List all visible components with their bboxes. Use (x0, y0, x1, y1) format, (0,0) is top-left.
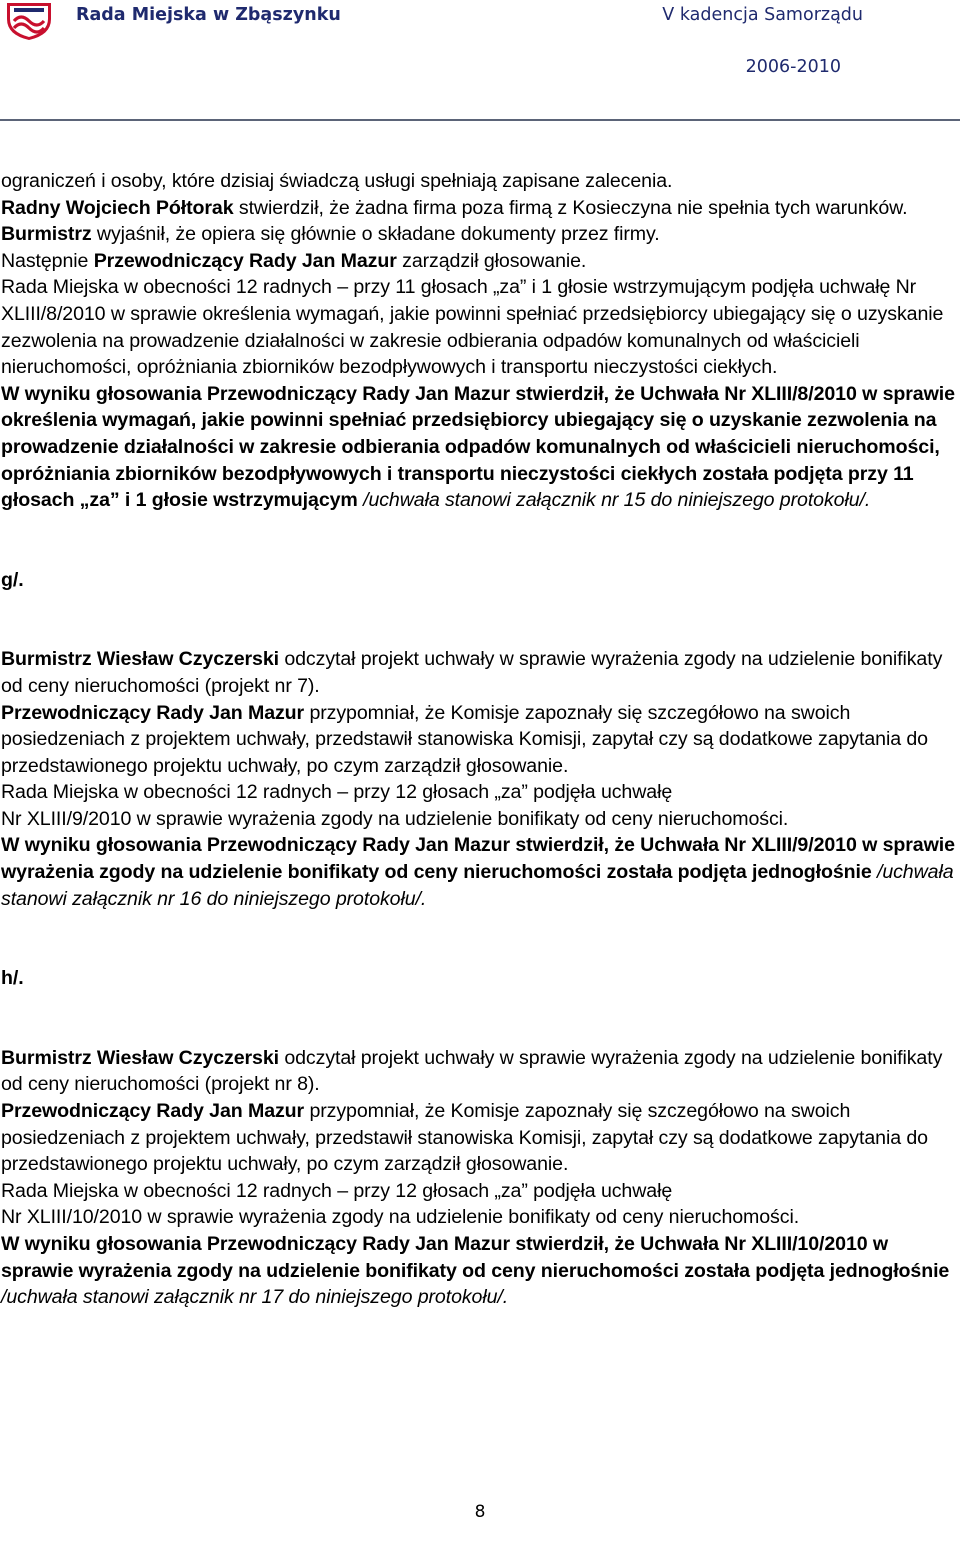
paragraph (1, 779, 959, 806)
header-divider (0, 119, 960, 121)
resolution-result (1, 832, 959, 912)
speaker-name: Burmistrz (1, 223, 92, 246)
document-body (1, 168, 959, 1311)
paragraph (1, 1178, 959, 1205)
spacer (1, 912, 959, 965)
speaker-name: Radny Wojciech Półtorak (1, 196, 234, 219)
text: Rada Miejska w obecności 12 radnych – przy 11 głosach „za” i 1 głosie wstrzymującym podjęła uchwałę Nr XLIII/8/2010 w sprawie określenia wymagań, jakie powinni spełniać przedsiębiorcy ubiegający się o uzyskanie zezwolenia na prowadzenie działalności w zakresie odbierania odpadów komunalnych od właścicieli nieruchomości, opróżniania zbiorników bezodpływowych i transportu nieczystości ciekłych. (1, 276, 944, 379)
text: Rada Miejska w obecności 12 radnych – przy 12 głosach „za” podjęła uchwałę (1, 1179, 673, 1202)
council-name: Rada Miejska w Zbąszynku (76, 5, 341, 25)
section-g-label: g/. (1, 568, 24, 591)
speaker-name: Burmistrz Wiesław Czyczerski (1, 1046, 279, 1069)
paragraph (1, 168, 959, 195)
spacer (1, 514, 959, 567)
speaker-name: Przewodniczący Rady Jan Mazur (1, 1100, 305, 1123)
section-h-label: h/. (1, 967, 24, 990)
coat-of-arms-logo (4, 1, 54, 41)
paragraph (1, 1098, 959, 1178)
paragraph (1, 806, 959, 833)
resolution-text: W wyniku głosowania Przewodniczący Rady Jan Mazur stwierdził, że Uchwała Nr XLIII/9/2010 w sprawie wyrażenia zgody na udzielenie bonifikaty od ceny nieruchomości została podjęta jednogłośnie (1, 834, 955, 884)
text: przypomniał, że Komisje zapoznały się szczegółowo na swoich posiedzeniach z projektem uchwały, przedstawił stanowiska Komisji, zapytał czy są dodatkowe zapytania do przedstawionego projektu uchwały, po czym zarządził głosowanie. (1, 701, 928, 777)
spacer (1, 593, 959, 646)
text: stwierdził, że żadna firma poza firmą z Kosieczyna nie spełnia tych warunków. (233, 196, 908, 219)
resolution-result (1, 381, 959, 514)
speaker-name: Przewodniczący Rady Jan Mazur (1, 701, 305, 724)
paragraph (1, 1045, 959, 1098)
text: odczytał projekt uchwały w sprawie wyrażenia zgody na udzielenie bonifikaty od ceny nieruchomości (projekt nr 8). (1, 1046, 943, 1096)
section-label (1, 965, 959, 992)
text: Nr XLIII/10/2010 w sprawie wyrażenia zgody na udzielenie bonifikaty od ceny nieruchomości. (1, 1206, 800, 1229)
resolution-text: W wyniku głosowania Przewodniczący Rady Jan Mazur stwierdził, że Uchwała Nr XLIII/10/2010 w sprawie wyrażenia zgody na udzielenie bonifikaty od ceny nieruchomości została podjęta jednogłośnie (1, 1233, 950, 1282)
paragraph (1, 646, 959, 699)
speaker-name: Burmistrz Wiesław Czyczerski (1, 648, 279, 671)
resolution-text: W wyniku głosowania Przewodniczący Rady Jan Mazur stwierdził, że Uchwała Nr XLIII/8/2010 w sprawie określenia wymagań, jakie powinni spełniać przedsiębiorcy ubiegający się o uzyskanie zezwolenia na prowadzenie działalności w zakresie odbierania odpadów komunalnych od właścicieli nieruchomości, opróżniania zbiorników bezodpływowych i transportu nieczystości ciekłych została podjęta przy 11 głosach „za” i 1 głosie wstrzymującym (1, 382, 955, 512)
paragraph (1, 700, 959, 780)
annex-note: /uchwała stanowi załącznik nr 16 do niniejszego protokołu/. (1, 861, 954, 910)
paragraph (1, 248, 959, 275)
paragraph (1, 195, 959, 222)
annex-note: /uchwała stanowi załącznik nr 15 do niniejszego protokołu/. (357, 489, 871, 512)
spacer (1, 992, 959, 1045)
text: zarządził głosowanie. (396, 249, 587, 272)
text: ograniczeń i osoby, które dzisiaj świadczą usługi spełniają zapisane zalecenia. (1, 170, 673, 192)
term-years: 2006-2010 (745, 57, 841, 77)
text: Następnie (1, 249, 94, 272)
page-header (0, 0, 960, 122)
speaker-name: Przewodniczący Rady Jan Mazur (93, 249, 397, 272)
paragraph (1, 1204, 959, 1231)
section-label (1, 567, 959, 594)
text: przypomniał, że Komisje zapoznały się szczegółowo na swoich posiedzeniach z projektem uchwały, przedstawił stanowiska Komisji, zapytał czy są dodatkowe zapytania do przedstawionego projektu uchwały, po czym zarządził głosowanie. (1, 1100, 928, 1176)
term-label: V kadencja Samorządu (662, 5, 863, 25)
paragraph (1, 274, 959, 380)
text: Nr XLIII/9/2010 w sprawie wyrażenia zgody na udzielenie bonifikaty od ceny nieruchomości. (1, 807, 789, 830)
text: odczytał projekt uchwały w sprawie wyrażenia zgody na udzielenie bonifikaty od ceny nieruchomości (projekt nr 7). (1, 648, 943, 697)
annex-note: /uchwała stanowi załącznik nr 17 do niniejszego protokołu/. (1, 1286, 509, 1309)
text: wyjaśnił, że opiera się głównie o składane dokumenty przez firmy. (91, 223, 660, 246)
paragraph (1, 221, 959, 248)
text: Rada Miejska w obecności 12 radnych – przy 12 głosach „za” podjęła uchwałę (1, 781, 673, 804)
resolution-result (1, 1231, 959, 1311)
page-number: 8 (474, 1502, 486, 1522)
